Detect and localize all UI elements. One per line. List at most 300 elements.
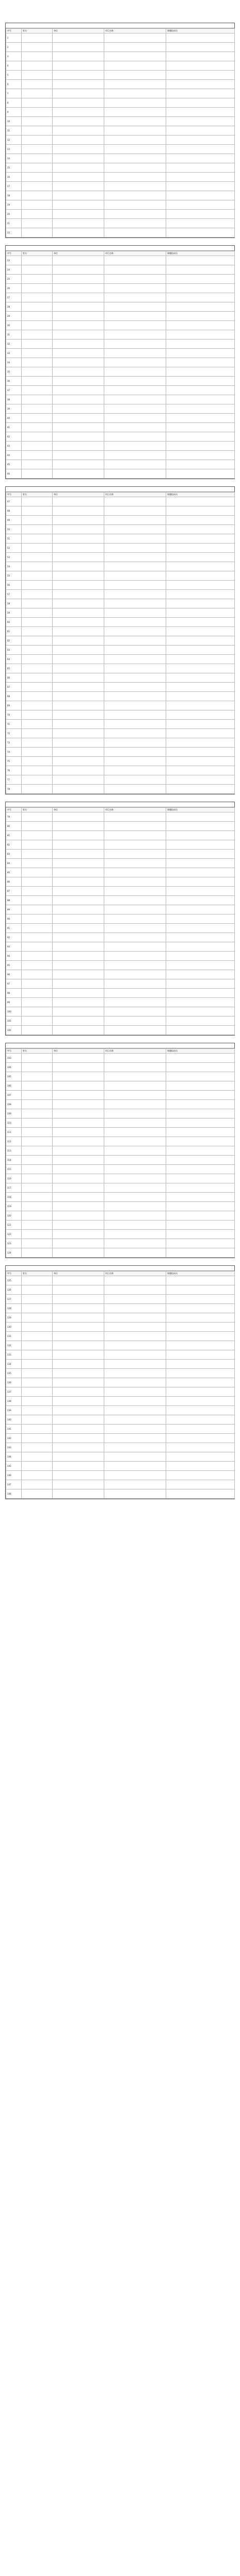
table-row — [6, 1350, 235, 1360]
row-unit — [53, 228, 104, 238]
row-name — [22, 1063, 53, 1072]
row-name — [22, 284, 53, 293]
table-row — [6, 1026, 235, 1035]
row-index: 136 — [6, 1378, 22, 1387]
row-members — [166, 859, 235, 868]
row-unit — [53, 1276, 104, 1285]
row-unit — [53, 108, 104, 117]
row-unit — [53, 469, 104, 479]
row-members — [166, 349, 235, 358]
row-members — [166, 191, 235, 200]
row-unit — [53, 692, 104, 701]
row-unit — [53, 442, 104, 451]
row-index: 137 — [6, 1387, 22, 1397]
row-members — [166, 1054, 235, 1063]
row-unit — [53, 970, 104, 979]
row-name — [22, 1091, 53, 1100]
row-title — [104, 646, 166, 655]
row-name — [22, 1425, 53, 1434]
row-unit — [53, 414, 104, 423]
table-row — [6, 1128, 235, 1137]
table-row — [6, 608, 235, 618]
row-name — [22, 1350, 53, 1360]
table-row — [6, 1054, 235, 1063]
row-index: 105 — [6, 1072, 22, 1081]
row-name — [22, 636, 53, 646]
row-unit — [53, 451, 104, 460]
row-members — [166, 766, 235, 775]
table-row — [6, 89, 235, 98]
row-members — [166, 108, 235, 117]
table-row — [6, 850, 235, 859]
row-name — [22, 914, 53, 924]
table-row — [6, 210, 235, 219]
row-index: 50 — [6, 525, 22, 534]
table-row — [6, 1081, 235, 1091]
row-members — [166, 451, 235, 460]
row-index: 101 — [6, 1016, 22, 1026]
row-unit — [53, 1360, 104, 1369]
row-name — [22, 720, 53, 729]
row-title — [104, 256, 166, 265]
table-row — [6, 942, 235, 952]
row-members — [166, 265, 235, 275]
table-row — [6, 1174, 235, 1183]
row-title — [104, 442, 166, 451]
row-name — [22, 1387, 53, 1397]
row-members — [166, 1387, 235, 1397]
row-title — [104, 599, 166, 608]
row-title — [104, 210, 166, 219]
row-title — [104, 905, 166, 914]
table-row — [6, 748, 235, 757]
table-row — [6, 349, 235, 358]
row-name — [22, 210, 53, 219]
row-members — [166, 1091, 235, 1100]
row-members — [166, 1183, 235, 1193]
document-bracket-note — [5, 16, 235, 20]
row-title — [104, 1425, 166, 1434]
row-index: 139 — [6, 1406, 22, 1415]
row-index: 19 — [6, 200, 22, 210]
row-unit — [53, 1415, 104, 1425]
row-title — [104, 683, 166, 692]
row-name — [22, 1452, 53, 1462]
page-block — [5, 802, 235, 1036]
row-index: 121 — [6, 1221, 22, 1230]
row-index: 85 — [6, 868, 22, 877]
row-title — [104, 414, 166, 423]
row-name — [22, 952, 53, 961]
row-title — [104, 1304, 166, 1313]
table-row — [6, 219, 235, 228]
row-members — [166, 219, 235, 228]
row-title — [104, 1174, 166, 1183]
row-members — [166, 228, 235, 238]
row-title — [104, 1248, 166, 1258]
row-unit — [53, 1295, 104, 1304]
table-row — [6, 775, 235, 785]
row-title — [104, 302, 166, 312]
row-index: 138 — [6, 1397, 22, 1406]
row-unit — [53, 1211, 104, 1221]
row-title — [104, 998, 166, 1007]
row-title — [104, 367, 166, 377]
row-name — [22, 135, 53, 145]
row-index: 14 — [6, 154, 22, 163]
row-name — [22, 757, 53, 766]
table-row — [6, 720, 235, 729]
row-unit — [53, 33, 104, 43]
row-title — [104, 1378, 166, 1387]
row-title — [104, 534, 166, 544]
row-index: 18 — [6, 191, 22, 200]
row-title — [104, 98, 166, 108]
row-members — [166, 284, 235, 293]
row-name — [22, 608, 53, 618]
row-unit — [53, 1193, 104, 1202]
row-index: 39 — [6, 404, 22, 414]
row-name — [22, 516, 53, 525]
row-name — [22, 905, 53, 914]
row-title — [104, 1434, 166, 1443]
row-index: 13 — [6, 145, 22, 154]
row-members — [166, 386, 235, 395]
table-row — [6, 1406, 235, 1415]
row-unit — [53, 710, 104, 720]
row-unit — [53, 154, 104, 163]
row-members — [166, 701, 235, 710]
row-index: 86 — [6, 877, 22, 887]
unit-column-header: 单位 — [53, 808, 104, 812]
row-name — [22, 738, 53, 748]
table-row — [6, 163, 235, 173]
row-name — [22, 775, 53, 785]
row-unit — [53, 1165, 104, 1174]
row-members — [166, 831, 235, 840]
members-column-header: 课题组成员 — [166, 1049, 235, 1054]
row-unit — [53, 219, 104, 228]
row-members — [166, 748, 235, 757]
row-members — [166, 664, 235, 673]
row-index: 38 — [6, 395, 22, 404]
row-unit — [53, 1137, 104, 1146]
row-members — [166, 1341, 235, 1350]
row-name — [22, 1369, 53, 1378]
row-title — [104, 710, 166, 720]
row-members — [166, 1156, 235, 1165]
index-column-header: 序号 — [6, 493, 22, 497]
row-title — [104, 1054, 166, 1063]
row-title — [104, 1313, 166, 1323]
row-members — [166, 1480, 235, 1489]
row-title — [104, 1156, 166, 1165]
row-title — [104, 43, 166, 52]
title-column-header: 项目名称 — [104, 493, 166, 497]
row-name — [22, 1443, 53, 1452]
row-index: 80 — [6, 822, 22, 831]
row-title — [104, 831, 166, 840]
row-unit — [53, 952, 104, 961]
table-row — [6, 173, 235, 182]
row-title — [104, 1239, 166, 1248]
row-members — [166, 636, 235, 646]
row-unit — [53, 1471, 104, 1480]
row-index: 112 — [6, 1137, 22, 1146]
row-title — [104, 942, 166, 952]
row-members — [166, 1193, 235, 1202]
title-column-header: 项目名称 — [104, 29, 166, 33]
row-name — [22, 1304, 53, 1313]
row-name — [22, 219, 53, 228]
row-title — [104, 219, 166, 228]
row-index: 94 — [6, 952, 22, 961]
row-title — [104, 358, 166, 367]
row-title — [104, 562, 166, 571]
row-name — [22, 460, 53, 469]
row-members — [166, 581, 235, 590]
row-members — [166, 840, 235, 850]
row-name — [22, 1480, 53, 1489]
row-members — [166, 1323, 235, 1332]
table-row — [6, 1091, 235, 1100]
table-row — [6, 284, 235, 293]
row-unit — [53, 1304, 104, 1313]
row-index: 97 — [6, 979, 22, 989]
row-members — [166, 692, 235, 701]
row-title — [104, 386, 166, 395]
table-row — [6, 831, 235, 840]
table-row — [6, 1489, 235, 1499]
row-members — [166, 571, 235, 581]
row-members — [166, 1174, 235, 1183]
row-title — [104, 340, 166, 349]
row-index: 75 — [6, 757, 22, 766]
row-members — [166, 1406, 235, 1415]
row-name — [22, 163, 53, 173]
row-name — [22, 432, 53, 442]
table-row — [6, 98, 235, 108]
row-title — [104, 71, 166, 80]
row-members — [166, 117, 235, 126]
table-row — [6, 33, 235, 43]
row-unit — [53, 1332, 104, 1341]
row-index: 60 — [6, 618, 22, 627]
row-members — [166, 562, 235, 571]
row-unit — [53, 757, 104, 766]
row-unit — [53, 1452, 104, 1462]
row-index: 25 — [6, 275, 22, 284]
row-index: 123 — [6, 1239, 22, 1248]
row-unit — [53, 534, 104, 544]
row-index: 56 — [6, 581, 22, 590]
row-name — [22, 71, 53, 80]
row-index: 1 — [6, 33, 22, 43]
row-index: 4 — [6, 61, 22, 71]
row-unit — [53, 1397, 104, 1406]
row-members — [166, 1369, 235, 1378]
row-members — [166, 887, 235, 896]
row-name — [22, 1295, 53, 1304]
row-index: 108 — [6, 1100, 22, 1109]
row-index: 104 — [6, 1063, 22, 1072]
row-title — [104, 469, 166, 479]
row-title — [104, 766, 166, 775]
row-title — [104, 265, 166, 275]
members-column-header: 课题组成员 — [166, 251, 235, 256]
row-members — [166, 868, 235, 877]
row-index: 148 — [6, 1489, 22, 1499]
row-name — [22, 182, 53, 191]
table-row — [6, 145, 235, 154]
row-index: 46 — [6, 469, 22, 479]
table-row — [6, 581, 235, 590]
row-members — [166, 1434, 235, 1443]
table-row — [6, 887, 235, 896]
row-unit — [53, 961, 104, 970]
row-unit — [53, 701, 104, 710]
project-table — [6, 251, 235, 479]
table-row — [6, 710, 235, 720]
row-index: 67 — [6, 683, 22, 692]
row-name — [22, 1211, 53, 1221]
row-name — [22, 469, 53, 479]
row-title — [104, 544, 166, 553]
row-members — [166, 998, 235, 1007]
row-title — [104, 1026, 166, 1035]
row-title — [104, 822, 166, 831]
row-title — [104, 720, 166, 729]
row-name — [22, 710, 53, 720]
row-index: 42 — [6, 432, 22, 442]
name-column-header: 姓名 — [22, 808, 53, 812]
row-name — [22, 590, 53, 599]
row-index: 27 — [6, 293, 22, 302]
row-members — [166, 1081, 235, 1091]
project-table — [6, 492, 235, 794]
row-members — [166, 1016, 235, 1026]
row-name — [22, 766, 53, 775]
table-row — [6, 924, 235, 933]
row-name — [22, 395, 53, 404]
row-members — [166, 145, 235, 154]
table-row — [6, 228, 235, 238]
table-row — [6, 1332, 235, 1341]
row-index: 28 — [6, 302, 22, 312]
table-row — [6, 1452, 235, 1462]
row-index: 71 — [6, 720, 22, 729]
row-unit — [53, 896, 104, 905]
row-members — [166, 330, 235, 340]
row-name — [22, 581, 53, 590]
row-unit — [53, 516, 104, 525]
row-title — [104, 108, 166, 117]
table-row — [6, 766, 235, 775]
row-unit — [53, 1091, 104, 1100]
row-title — [104, 1387, 166, 1397]
row-name — [22, 1183, 53, 1193]
table-row — [6, 71, 235, 80]
unit-column-header: 单位 — [53, 29, 104, 33]
table-row — [6, 729, 235, 738]
table-row — [6, 673, 235, 683]
page-header — [6, 1266, 234, 1271]
table-row — [6, 1137, 235, 1146]
row-index: 109 — [6, 1109, 22, 1118]
row-name — [22, 979, 53, 989]
row-index: 84 — [6, 859, 22, 868]
row-title — [104, 395, 166, 404]
row-title — [104, 701, 166, 710]
row-unit — [53, 163, 104, 173]
row-index: 5 — [6, 71, 22, 80]
row-unit — [53, 627, 104, 636]
row-index: 73 — [6, 738, 22, 748]
row-unit — [53, 979, 104, 989]
row-index: 44 — [6, 451, 22, 460]
table-row — [6, 1016, 235, 1026]
table-row — [6, 1109, 235, 1118]
row-title — [104, 785, 166, 794]
row-index: 74 — [6, 748, 22, 757]
row-title — [104, 61, 166, 71]
row-index: 55 — [6, 571, 22, 581]
row-title — [104, 423, 166, 432]
row-index: 114 — [6, 1156, 22, 1165]
row-title — [104, 1128, 166, 1137]
row-name — [22, 1100, 53, 1109]
row-name — [22, 256, 53, 265]
index-column-header: 序号 — [6, 1049, 22, 1054]
row-members — [166, 80, 235, 89]
row-members — [166, 340, 235, 349]
row-unit — [53, 673, 104, 683]
row-name — [22, 942, 53, 952]
row-name — [22, 970, 53, 979]
table-row — [6, 108, 235, 117]
row-members — [166, 126, 235, 135]
row-index: 96 — [6, 970, 22, 979]
row-index: 100 — [6, 1007, 22, 1016]
row-unit — [53, 590, 104, 599]
row-name — [22, 701, 53, 710]
row-title — [104, 145, 166, 154]
table-row — [6, 646, 235, 655]
row-index: 117 — [6, 1183, 22, 1193]
row-members — [166, 516, 235, 525]
row-title — [104, 1016, 166, 1026]
row-members — [166, 646, 235, 655]
unit-column-header: 单位 — [53, 1049, 104, 1054]
row-index: 3 — [6, 52, 22, 61]
row-name — [22, 840, 53, 850]
table-row — [6, 785, 235, 794]
unit-column-header: 单位 — [53, 493, 104, 497]
row-index: 89 — [6, 905, 22, 914]
row-members — [166, 738, 235, 748]
row-unit — [53, 905, 104, 914]
name-column-header: 姓名 — [22, 493, 53, 497]
row-members — [166, 89, 235, 98]
row-name — [22, 1221, 53, 1230]
row-index: 120 — [6, 1211, 22, 1221]
row-members — [166, 924, 235, 933]
row-name — [22, 442, 53, 451]
row-members — [166, 293, 235, 302]
row-name — [22, 302, 53, 312]
row-title — [104, 840, 166, 850]
row-unit — [53, 1387, 104, 1397]
